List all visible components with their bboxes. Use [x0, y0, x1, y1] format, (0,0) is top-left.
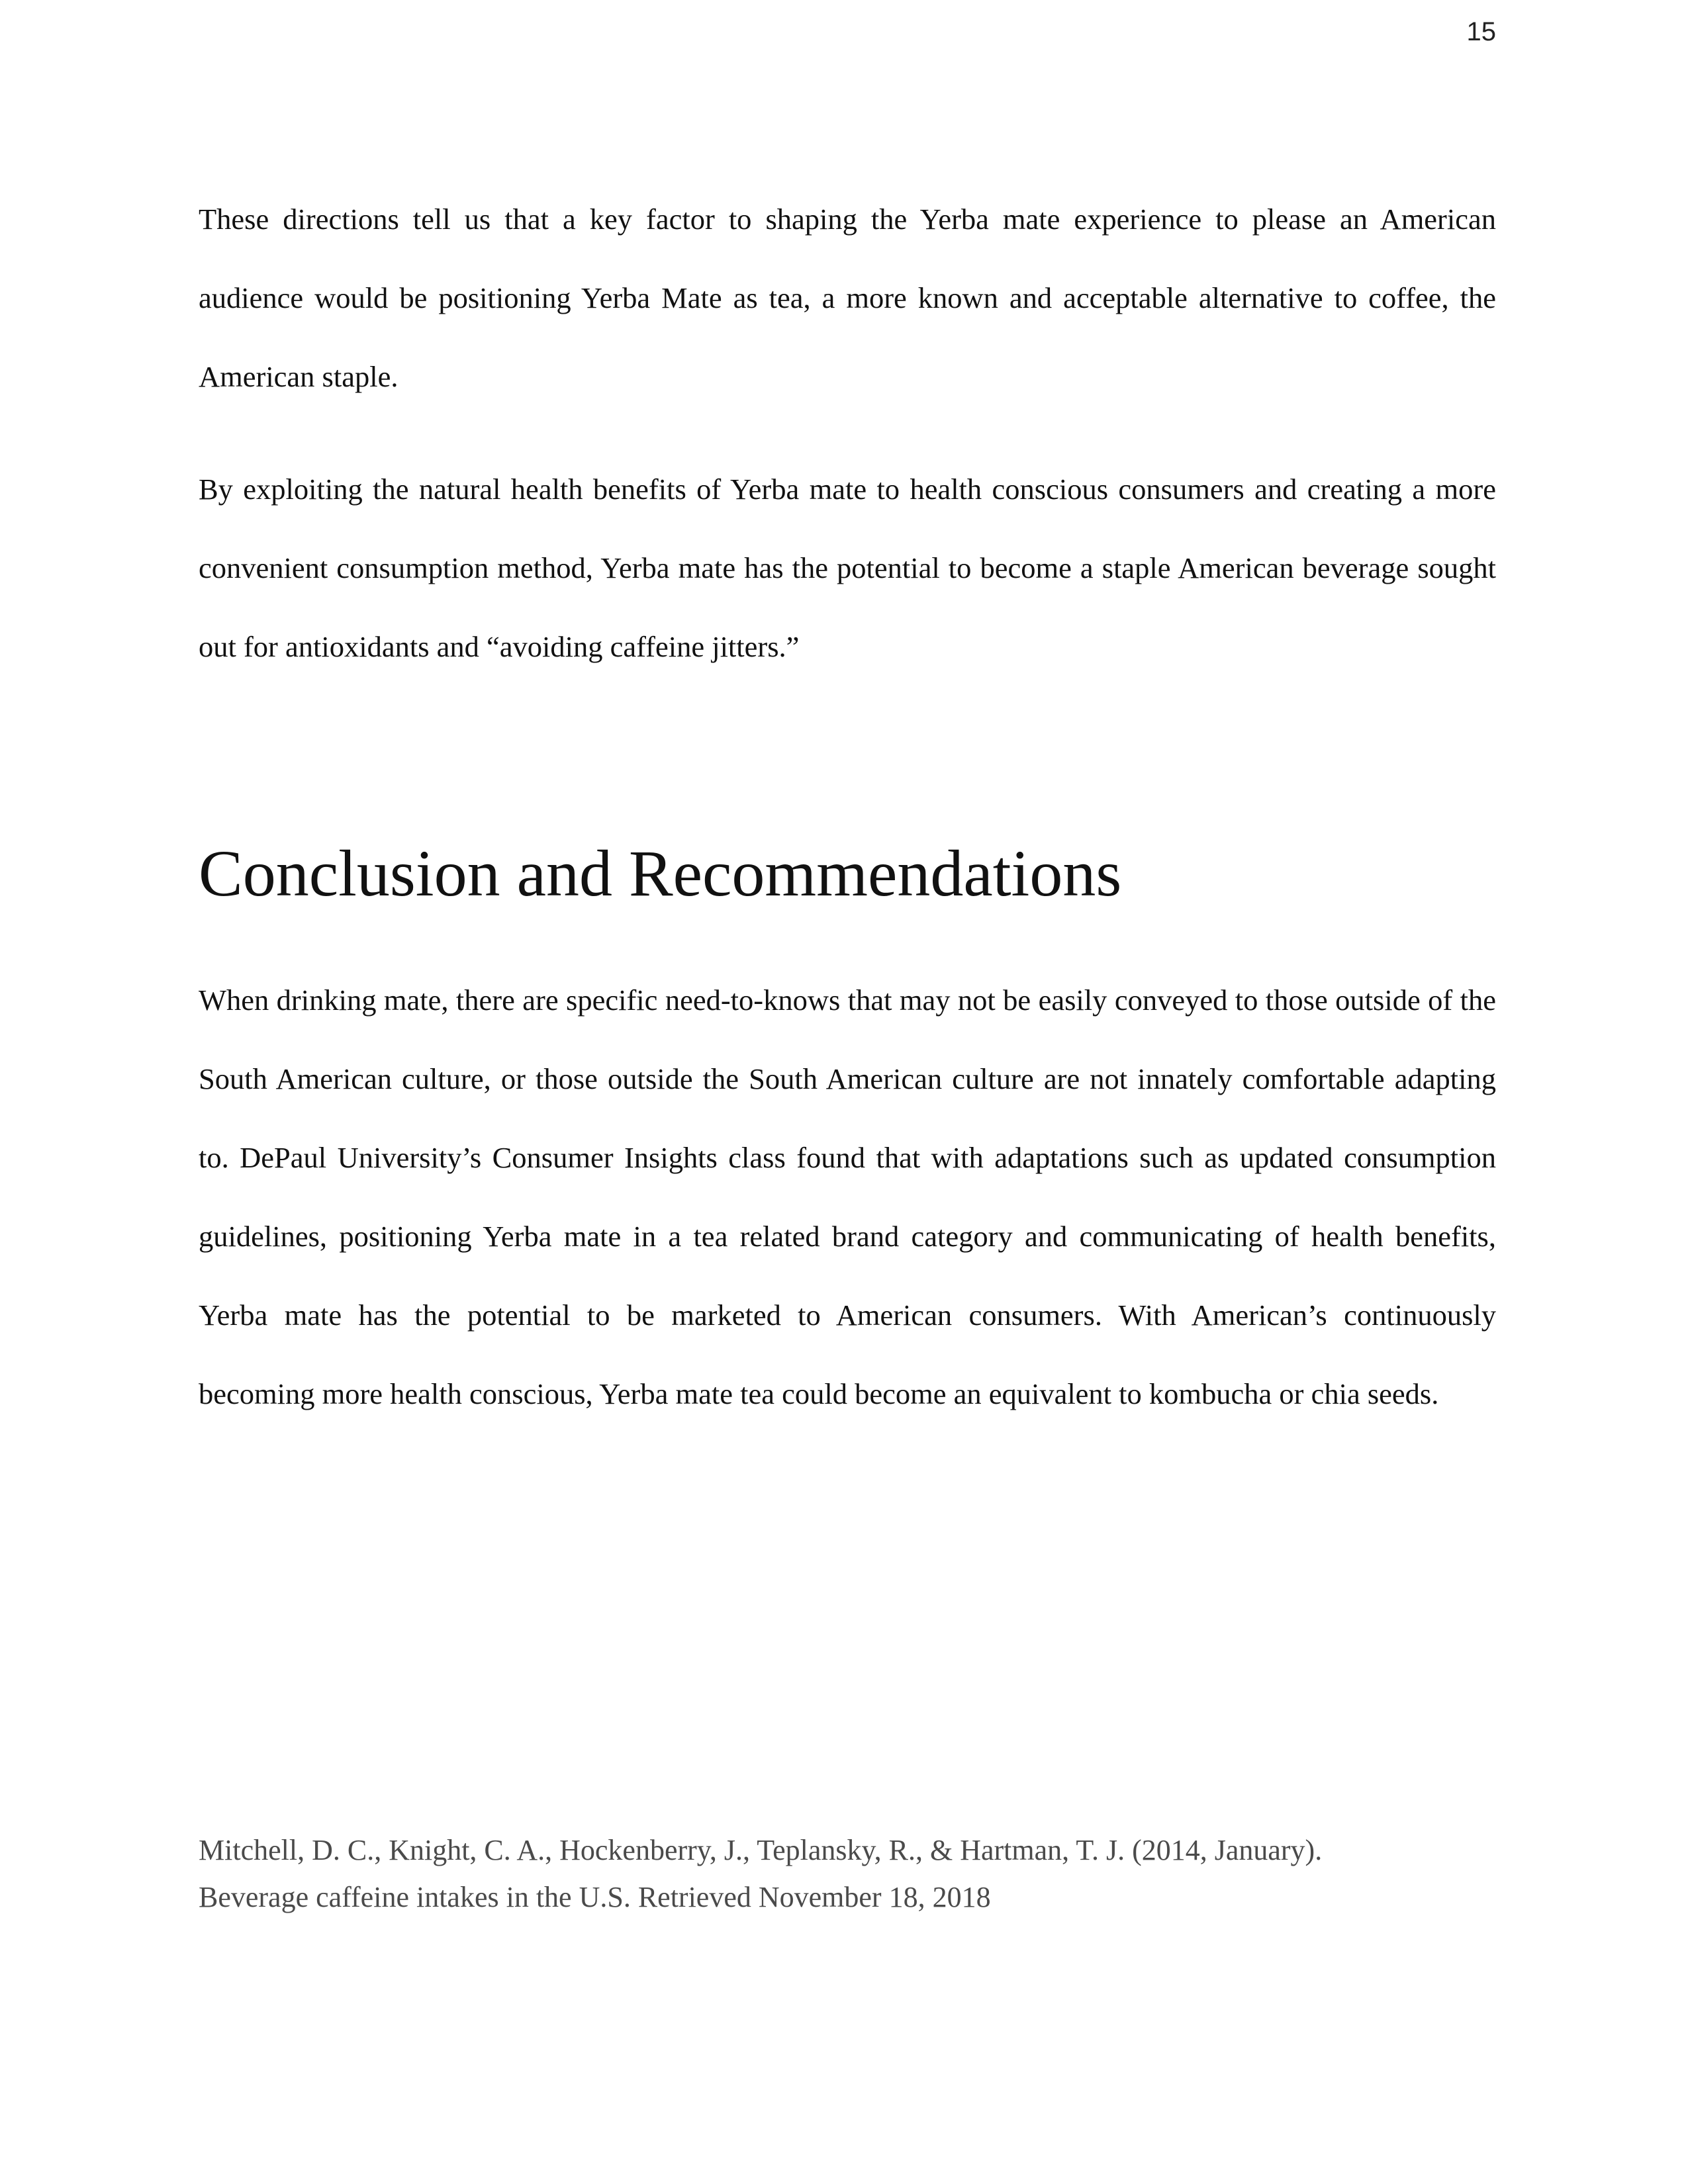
section-heading: Conclusion and Recommendations: [199, 837, 1122, 910]
body-paragraph-1: These directions tell us that a key factor to shaping the Yerba mate experience to please an American audience would be positioning Yerba Mate as tea, a more known and acceptable alternative to coffee, the American staple.: [199, 203, 1496, 393]
page-number: 15: [1466, 17, 1496, 46]
reference-citation: [199, 1827, 1496, 1921]
body-paragraph-3: When drinking mate, there are specific need-to-knows that may not be easily conveyed to those outside of the South American culture, or those outside the South American culture are not innately comfortable adapting to. DePaul University’s Consumer Insights class found that with adaptations such as updated consumption guidelines, positioning Yerba mate in a tea related brand category and communicating of health benefits, Yerba mate has the potential to be marketed to American consumers. With American’s continuously becoming more health conscious, Yerba mate tea could become an equivalent to kombucha or chia seeds.: [199, 983, 1496, 1410]
reference-line-1: Mitchell, D. C., Knight, C. A., Hockenberry, J., Teplansky, R., & Hartman, T. J. (2014, January).: [199, 1834, 1323, 1866]
reference-line-2: Beverage caffeine intakes in the U.S. Retrieved November 18, 2018: [199, 1881, 991, 1913]
body-paragraph-2: By exploiting the natural health benefits of Yerba mate to health conscious consumers and creating a more convenient consumption method, Yerba mate has the potential to become a staple American beverage sought out for antioxidants and “avoiding caffeine jitters.”: [199, 473, 1496, 663]
